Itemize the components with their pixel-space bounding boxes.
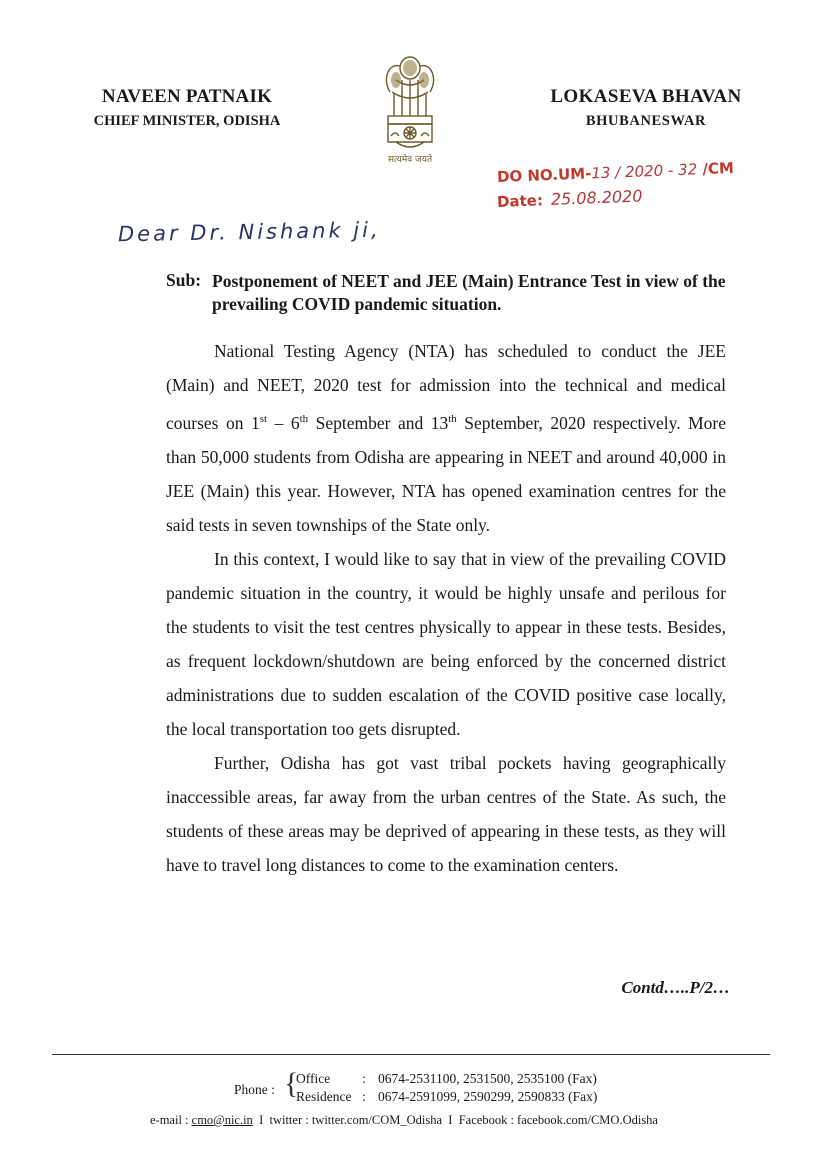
do-number-prefix: DO NO.UM- <box>496 164 592 186</box>
paragraph-3: Further, Odisha has got vast tribal pockets having geographically inaccessible areas, far away from the urban centres of the State. As such, the students of these areas may be deprived of appearing in these tests, as they will have to travel long distances to come to the examination centers. <box>166 752 726 875</box>
brace-icon: { <box>284 1067 299 1100</box>
separator: I <box>448 1113 453 1127</box>
office-phone <box>296 1071 597 1087</box>
state-emblem-icon <box>366 50 454 168</box>
office-name: LOKASEVA BHAVAN <box>550 86 742 107</box>
continued-note: Contd…..P/2… <box>621 978 730 997</box>
office-city: BHUBANESWAR <box>585 113 707 129</box>
superscript: th <box>448 413 457 425</box>
subject-label: Sub: <box>166 270 202 290</box>
letter-body <box>166 334 726 882</box>
phone-label: Phone : <box>234 1082 275 1097</box>
residence-numbers: 0674-2591099, 2590299, 2590833 (Fax) <box>378 1089 598 1104</box>
separator: I <box>259 1113 264 1127</box>
emblem-motto: सत्यमेव जयते <box>387 155 433 165</box>
paragraph-1-part: September and 13 <box>308 412 449 433</box>
paragraph-1-part: September, 2020 respectively. More than 50,000 students from Odisha are appearing in NEET and around 40,000 in JEE (Main) this year. However, NTA has opened examination centres for the said tests in seven townships of the State only. <box>166 412 727 535</box>
office-numbers: 0674-2531100, 2531500, 2535100 (Fax) <box>378 1071 597 1086</box>
do-number-suffix: /CM <box>702 158 735 179</box>
do-number <box>497 158 748 186</box>
paragraph-1-part: – 6 <box>267 412 300 433</box>
office-label: Office <box>296 1071 331 1086</box>
subject-text: Postponement of NEET and JEE (Main) Entrance Test in view of the prevailing COVID pandemic situation. <box>212 271 726 314</box>
email-link[interactable]: cmo@nic.in <box>191 1113 253 1127</box>
date-value: 25.08.2020 <box>550 186 643 209</box>
paragraph-1 <box>166 334 726 542</box>
letter-date <box>497 182 748 211</box>
colon: : <box>362 1071 366 1086</box>
residence-label: Residence <box>296 1089 352 1104</box>
date-label: Date: <box>496 191 544 211</box>
sender-name: NAVEEN PATNAIK <box>101 86 273 107</box>
facebook-link[interactable]: Facebook : facebook.com/CMO.Odisha <box>458 1113 658 1127</box>
superscript: th <box>299 413 309 425</box>
handwritten-salutation: Dear Dr. Nishank ji, <box>117 217 381 247</box>
residence-phone <box>296 1089 597 1105</box>
paragraph-2: In this context, I would like to say that in view of the prevailing COVID pandemic situation in the country, it would be highly unsafe and perilous for the students to visit the test centres physically to appear in these tests. Besides, as frequent lockdown/shutdown are being enforced by the concerned district administrations due to sudden escalation of the COVID positive case locally, the local transportation too gets disrupted. <box>166 548 726 739</box>
email-label: e-mail : <box>150 1113 189 1127</box>
sender-title: CHIEF MINISTER, ODISHA <box>93 113 281 129</box>
footer-divider <box>52 1054 770 1055</box>
colon: : <box>362 1089 366 1104</box>
superscript: st <box>259 413 268 425</box>
twitter-link[interactable]: twitter : twitter.com/COM_Odisha <box>269 1113 443 1127</box>
do-number-handwritten: 13 / 2020 - 32 <box>591 160 698 183</box>
footer-contacts <box>150 1113 658 1128</box>
paragraph-1-part: National Testing Agency (NTA) has scheduled to conduct the JEE (Main) and NEET, 2020 test for admission into the technical and medical courses on 1 <box>166 341 726 433</box>
